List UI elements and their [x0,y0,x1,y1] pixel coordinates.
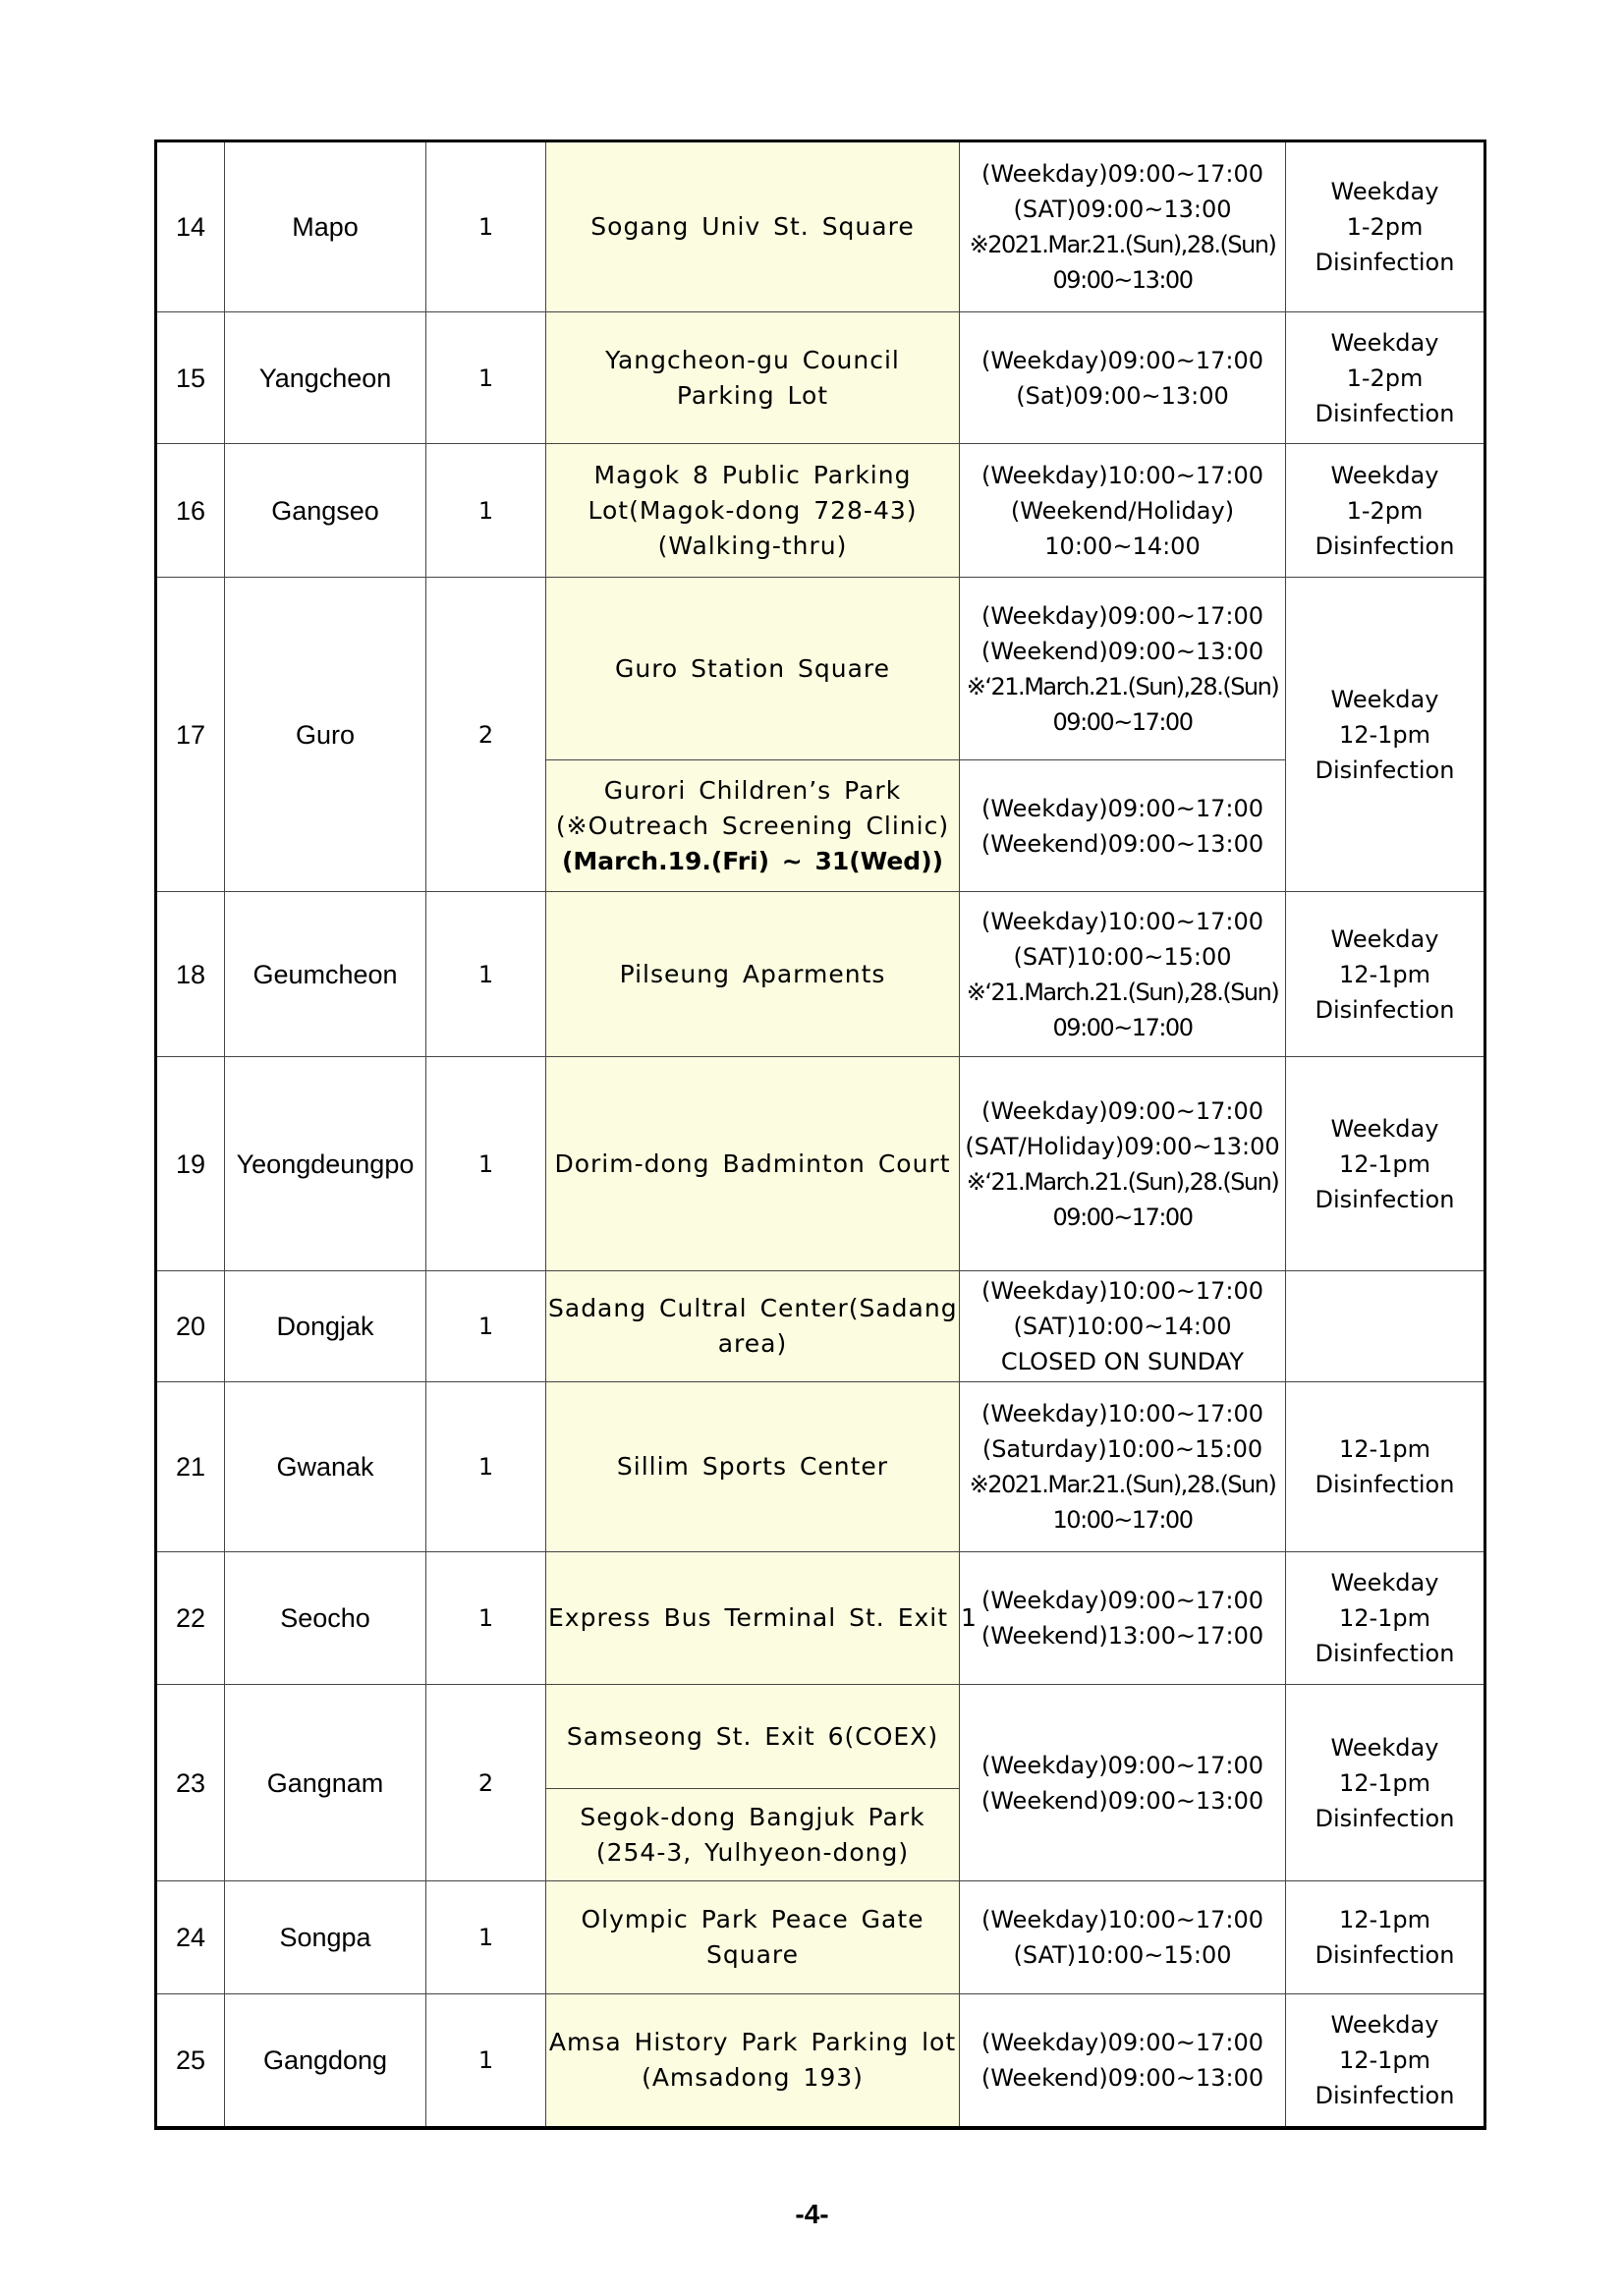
disinfection-time [1286,1382,1485,1552]
operating-hours [960,1881,1286,1994]
operating-hours-line: (Weekend)09:00~13:00 [980,637,1264,665]
operating-hours-line: (Weekday)10:00~17:00 [980,461,1264,489]
clinic-location-line: Yangcheon-gu Council [605,345,900,374]
district-name: Gangseo [225,444,426,578]
operating-hours [960,444,1286,578]
clinic-location [546,1382,960,1552]
disinfection-time-line: Disinfection [1315,2081,1455,2109]
operating-hours-line: ※2021.Mar.21.(Sun),28.(Sun) [969,1471,1276,1498]
operating-hours-line: (Weekday)10:00~17:00 [980,1400,1264,1428]
disinfection-time [1286,1271,1485,1382]
operating-hours-line: (Sat)09:00~13:00 [1016,381,1229,410]
district-name: Mapo [225,141,426,312]
operating-hours-line: (Weekday)09:00~17:00 [980,1587,1264,1614]
table-row [156,141,1485,312]
operating-hours [960,312,1286,444]
operating-hours-line: (Weekday)09:00~17:00 [980,2028,1264,2056]
disinfection-time-line: 12-1pm [1338,720,1431,749]
disinfection-time-line: Weekday [1330,2010,1439,2039]
operating-hours-line: 09:00~17:00 [1052,707,1193,736]
clinic-location [546,444,960,578]
clinic-location-line: Parking Lot [676,380,829,410]
clinic-location-line: (254-3, Yulhyeon-dong) [595,1837,910,1867]
table-row [156,892,1485,1057]
operating-hours-line: 10:00~17:00 [1052,1506,1193,1534]
operating-hours [960,1685,1286,1881]
clinic-location-line: (Amsadong 193) [642,2062,864,2092]
table-row [156,1881,1485,1994]
operating-hours-line: 09:00~17:00 [1052,1013,1193,1041]
clinic-location-line: Express Bus Terminal St. Exit 1 [548,1603,978,1632]
clinic-location-line: Lot(Magok-dong 728-43) [588,495,918,525]
disinfection-time-line: 1-2pm [1346,496,1424,525]
operating-hours-line: (Weekday)09:00~17:00 [980,160,1264,188]
row-number: 23 [156,1685,225,1881]
clinic-count: 1 [426,892,546,1057]
operating-hours-line: (Weekday)10:00~17:00 [980,1906,1264,1933]
disinfection-time [1286,1881,1485,1994]
disinfection-time-line: Weekday [1330,328,1439,357]
clinic-location-line: Dorim-dong Badminton Court [554,1148,951,1178]
clinic-location-line: Gurori Children’s Park [603,775,902,805]
disinfection-time-line: Disinfection [1315,532,1455,560]
row-number: 25 [156,1994,225,2128]
clinic-count: 1 [426,312,546,444]
disinfection-time [1286,141,1485,312]
disinfection-time-line: Weekday [1330,1114,1439,1143]
disinfection-time [1286,312,1485,444]
disinfection-time-line: Disinfection [1315,1640,1455,1667]
operating-hours-line: (Weekday)09:00~17:00 [980,794,1264,822]
clinic-location-line: Olympic Park Peace Gate [581,1905,924,1933]
clinic-location-line: Sogang Univ St. Square [590,212,915,241]
operating-hours-line: (Weekday)09:00~17:00 [980,1751,1264,1779]
disinfection-time [1286,444,1485,578]
clinic-location [546,1271,960,1382]
table-row [156,1994,1485,2128]
operating-hours [960,760,1286,892]
operating-hours-line: (Saturday)10:00~15:00 [981,1435,1263,1463]
row-number: 21 [156,1382,225,1552]
disinfection-time [1286,1057,1485,1271]
clinic-location [546,1057,960,1271]
clinic-count: 1 [426,1057,546,1271]
disinfection-time-line: Weekday [1330,178,1439,205]
clinic-count: 2 [426,1685,546,1881]
row-number: 20 [156,1271,225,1382]
operating-hours-line: ※‘21.March.21.(Sun),28.(Sun) [966,1167,1279,1196]
disinfection-time-line: Disinfection [1315,995,1455,1024]
operating-hours-line: (Weekend)09:00~13:00 [980,2063,1264,2092]
disinfection-time-line: 12-1pm [1338,2045,1431,2074]
operating-hours [960,892,1286,1057]
row-number: 18 [156,892,225,1057]
row-number: 15 [156,312,225,444]
disinfection-time-line: 12-1pm [1338,1768,1431,1797]
clinic-location [546,760,960,892]
disinfection-time [1286,1994,1485,2128]
table-row [156,1057,1485,1271]
disinfection-time-line: 12-1pm [1338,1906,1431,1933]
disinfection-time [1286,1552,1485,1685]
row-number: 24 [156,1881,225,1994]
clinic-count: 1 [426,1881,546,1994]
clinic-location-line: Sadang Cultral Center(Sadang [548,1294,958,1322]
clinic-location [546,1789,960,1881]
district-name: Dongjak [225,1271,426,1382]
clinic-count: 1 [426,1271,546,1382]
disinfection-time-line: Disinfection [1315,1471,1455,1498]
clinic-count: 1 [426,1994,546,2128]
clinic-location-line: (Walking-thru) [657,531,848,560]
disinfection-time-line: Disinfection [1315,399,1455,427]
clinic-location-line: Guro Station Square [614,653,891,683]
operating-hours [960,1271,1286,1382]
disinfection-time-line: Disinfection [1315,1804,1455,1832]
clinic-count: 1 [426,1552,546,1685]
operating-hours-line: (Weekend)09:00~13:00 [980,829,1264,858]
district-name: Seocho [225,1552,426,1685]
operating-hours [960,1994,1286,2128]
disinfection-time-line: 12-1pm [1338,960,1431,988]
clinic-location [546,1685,960,1789]
operating-hours [960,578,1286,760]
row-number: 17 [156,578,225,892]
clinic-location-line: (March.19.(Fri) ~ 31(Wed)) [561,846,944,875]
disinfection-time-line: Weekday [1330,924,1439,953]
table-row [156,1552,1485,1685]
disinfection-time-line: 1-2pm [1346,364,1424,392]
clinic-count: 1 [426,444,546,578]
table-row [156,1271,1485,1382]
operating-hours-line: (Weekday)10:00~17:00 [980,1277,1264,1305]
operating-hours-line: (SAT)09:00~13:00 [1013,196,1232,223]
operating-hours [960,141,1286,312]
disinfection-time-line: 12-1pm [1338,1435,1431,1463]
operating-hours [960,1382,1286,1552]
district-name: Gangnam [225,1685,426,1881]
operating-hours [960,1057,1286,1271]
clinic-location [546,1881,960,1994]
disinfection-time [1286,578,1485,892]
operating-hours-line: (SAT)10:00~14:00 [1013,1313,1232,1340]
operating-hours-line: (Weekday)10:00~17:00 [980,907,1264,935]
page-number: -4- [795,2199,829,2229]
district-name: Gwanak [225,1382,426,1552]
table-row [156,1382,1485,1552]
disinfection-time-line: 12-1pm [1338,1604,1431,1632]
operating-hours-line: 09:00~17:00 [1052,1203,1193,1231]
operating-hours-line: (SAT/Holiday)09:00~13:00 [965,1132,1280,1160]
operating-hours-line: ※‘21.March.21.(Sun),28.(Sun) [966,978,1279,1006]
clinic-location-line: Sillim Sports Center [616,1452,889,1481]
disinfection-time-line: Disinfection [1315,1941,1455,1969]
clinic-location-line: Amsa History Park Parking lot [548,2027,957,2056]
row-number: 14 [156,141,225,312]
table-row [156,444,1485,578]
screening-clinic-table [154,140,1486,2130]
operating-hours-line: (SAT)10:00~15:00 [1013,1941,1232,1969]
clinic-location [546,1994,960,2128]
disinfection-time-line: Disinfection [1315,756,1455,784]
row-number: 16 [156,444,225,578]
disinfection-time-line: 1-2pm [1346,213,1424,241]
disinfection-time-line: Disinfection [1315,249,1455,276]
disinfection-time-line: Weekday [1330,685,1439,713]
table-body [156,141,1485,2128]
row-number: 19 [156,1057,225,1271]
table-row [156,312,1485,444]
disinfection-time-line: Weekday [1330,1733,1439,1762]
disinfection-time-line: 12-1pm [1338,1149,1431,1178]
operating-hours-line: (Weekday)09:00~17:00 [980,601,1264,630]
disinfection-time-line: Weekday [1330,461,1439,489]
clinic-location-line: Samseong St. Exit 6(COEX) [566,1721,939,1751]
operating-hours-line: CLOSED ON SUNDAY [1000,1348,1245,1375]
clinic-location-line: area) [717,1329,788,1358]
clinic-location [546,312,960,444]
clinic-location-line: Square [705,1940,799,1969]
district-name: Yeongdeungpo [225,1057,426,1271]
disinfection-time [1286,1685,1485,1881]
clinic-location [546,1552,978,1685]
operating-hours-line: (Weekend)13:00~17:00 [980,1622,1264,1650]
district-name: Songpa [225,1881,426,1994]
operating-hours-line: ※2021.Mar.21.(Sun),28.(Sun) [969,231,1276,258]
clinic-location-line: (※Outreach Screening Clinic) [555,811,950,840]
district-name: Yangcheon [225,312,426,444]
table-row [156,578,1485,760]
clinic-location-line: Pilseung Aparments [619,959,886,988]
clinic-count: 1 [426,1382,546,1552]
clinic-count: 1 [426,141,546,312]
operating-hours-line: (Weekend)09:00~13:00 [980,1786,1264,1815]
district-name: Gangdong [225,1994,426,2128]
clinic-location [546,892,960,1057]
operating-hours-line: 10:00~14:00 [1044,532,1201,560]
operating-hours-line: (Weekday)09:00~17:00 [980,1096,1264,1125]
disinfection-time-line: Weekday [1330,1569,1439,1596]
clinic-location [546,141,960,312]
operating-hours-line: (Weekday)09:00~17:00 [980,346,1264,374]
clinic-location [546,578,960,760]
disinfection-time [1286,892,1485,1057]
operating-hours-line: (Weekend/Holiday) [1010,496,1235,525]
operating-hours [960,1552,1286,1685]
clinic-location-line: Segok-dong Bangjuk Park [580,1802,925,1831]
district-name: Geumcheon [225,892,426,1057]
operating-hours-line: 09:00~13:00 [1052,266,1193,294]
row-number: 22 [156,1552,225,1685]
clinic-count: 2 [426,578,546,892]
operating-hours-line: (SAT)10:00~15:00 [1013,942,1232,971]
clinic-location-line: Magok 8 Public Parking [593,460,912,489]
district-name: Guro [225,578,426,892]
disinfection-time-line: Disinfection [1315,1185,1455,1213]
operating-hours-line: ※‘21.March.21.(Sun),28.(Sun) [966,672,1279,700]
table-row [156,1685,1485,1789]
